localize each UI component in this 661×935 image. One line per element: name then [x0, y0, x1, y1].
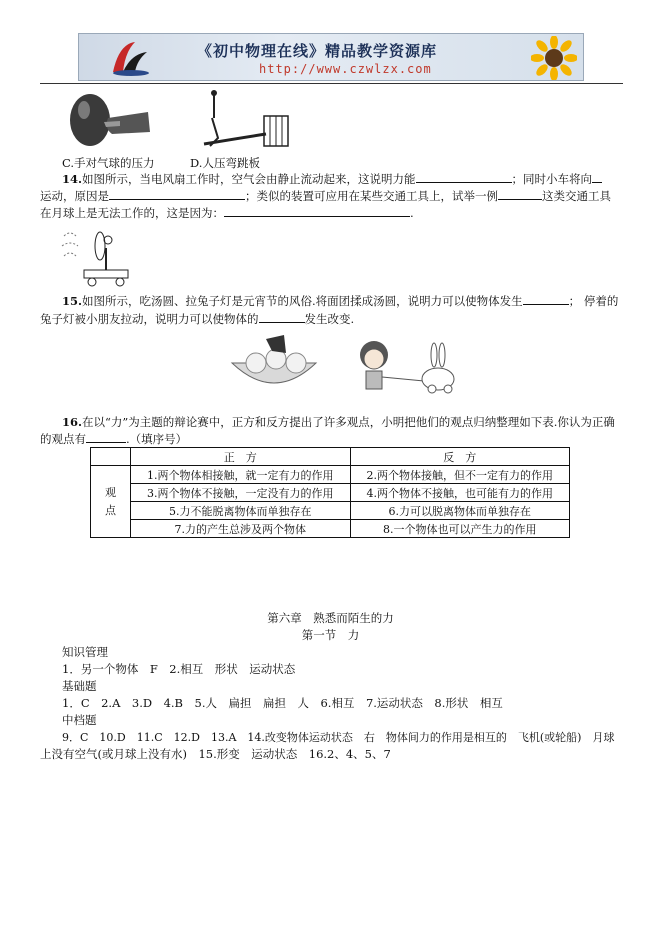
header-rule [40, 83, 623, 84]
q16-line1-text: 在以“力”为主题的辩论赛中，正方和反方提出了许多观点，小明把他们的观点归纳整理如下表.你认为正确 [82, 415, 615, 429]
table-cell-pro-3: 5.力不能脱离物体而单独存在 [131, 502, 351, 520]
table-cell-con-2: 4.两个物体不接触，也可能有力的作用 [350, 484, 570, 502]
table-cell-pro-2: 3.两个物体不接触，一定没有力的作用 [131, 484, 351, 502]
mid-answers-line1: 9．C 10.D 11.C 12.D 13.A 14.改变物体运动状态 右 物体间力的作用是相互的 飞机(或轮船) 月球 [62, 731, 615, 744]
banner-title: 《初中物理在线》精品教学资源库 [197, 42, 438, 60]
q15-line2-text-a: 兔子灯被小朋友拉动，说明力可以使物体的 [40, 312, 259, 326]
q14-line1-text-b: ；同时小车将向 [511, 172, 593, 186]
sunflower-icon [531, 36, 577, 80]
q14-line1 [62, 171, 602, 188]
q14-number: 14. [62, 172, 83, 186]
basic-heading: 基础题 [62, 679, 97, 693]
q16-line1 [62, 414, 615, 431]
banner-url: http://www.czwlzx.com [259, 62, 432, 76]
q14-line3-text-b: . [410, 206, 414, 220]
rabbit-lantern-figure [354, 335, 464, 395]
table-cell-pro-1: 1.两个物体相接触，就一定有力的作用 [131, 466, 351, 484]
table-corner-cell [91, 448, 131, 466]
section-title: 第一节 力 [301, 628, 360, 642]
knowledge-answers: 1．另一个物体 F 2.相互 形状 运动状态 [62, 662, 296, 676]
q14-line2-text-a: 运动，原因是 [40, 189, 109, 203]
q14-blank-3[interactable] [109, 188, 245, 200]
q15-line1-text-b: ； 停着的 [568, 294, 619, 308]
knowledge-heading: 知识管理 [62, 645, 108, 659]
table-row [91, 484, 570, 502]
q14-blank-5[interactable] [224, 205, 410, 217]
q14-blank-2[interactable] [592, 171, 602, 183]
basic-answers: 1．C 2.A 3.D 4.B 5.人 扁担 扁担 人 6.相互 7.运动状态 8.形状 相互 [62, 696, 503, 710]
q14-line1-text-a: 如图所示，当电风扇工作时，空气会由静止流动起来，这说明力能 [82, 172, 416, 186]
q16-line2-text-a: 的观点有 [40, 432, 86, 446]
q15-line1 [62, 293, 618, 310]
q14-line2-text-c: 这类交通工具 [542, 189, 611, 203]
q14-line2 [40, 188, 611, 205]
q16-number: 16. [62, 415, 83, 429]
table-header-row [91, 448, 570, 466]
q13-caption-d: D.人压弯跳板 [190, 156, 260, 170]
table-row-label: 观 点 [91, 466, 131, 538]
table-header-con: 反 方 [350, 448, 570, 466]
q14-line3 [40, 205, 414, 222]
balloon-press-figure [60, 88, 152, 154]
diving-board-figure [200, 88, 292, 154]
table-row [91, 502, 570, 520]
table-header-pro: 正 方 [131, 448, 351, 466]
mid-answers-line2: 上没有空气(或月球上没有水) 15.形变 运动状态 16.2、4、5、7 [40, 747, 391, 761]
viewpoints-table [90, 447, 570, 538]
q14-line3-text-a: 在月球上是无法工作的，这是因为： [40, 206, 224, 220]
site-logo-icon [109, 38, 153, 78]
q14-blank-4[interactable] [498, 188, 542, 200]
fan-cart-figure [60, 222, 132, 288]
table-row [91, 466, 570, 484]
table-row [91, 520, 570, 538]
q14-line2-text-b: ；类似的装置可应用在某些交通工具上，试举一例 [245, 189, 498, 203]
chapter-title: 第六章 熟悉而陌生的力 [267, 611, 394, 625]
tangyuan-bowl-figure [226, 333, 322, 397]
q15-number: 15. [62, 294, 83, 308]
mid-heading: 中档题 [62, 713, 97, 727]
q15-blank-1[interactable] [523, 293, 569, 305]
q16-line2-text-b: .（填序号） [126, 432, 188, 446]
table-cell-pro-4: 7.力的产生总涉及两个物体 [131, 520, 351, 538]
table-cell-con-1: 2.两个物体接触，但不一定有力的作用 [350, 466, 570, 484]
header-banner [78, 33, 584, 81]
q15-line1-text-a: 如图所示，吃汤圆、拉兔子灯是元宵节的风俗.将面团揉成汤圆，说明力可以使物体发生 [82, 294, 523, 308]
q14-blank-1[interactable] [416, 171, 512, 183]
q16-blank-1[interactable] [86, 431, 126, 443]
table-cell-con-3: 6.力可以脱离物体而单独存在 [350, 502, 570, 520]
q15-line2-text-b: 发生改变. [304, 312, 355, 326]
table-cell-con-4: 8.一个物体也可以产生力的作用 [350, 520, 570, 538]
q16-line2 [40, 431, 187, 448]
q15-blank-2[interactable] [259, 311, 305, 323]
q13-caption-c: C.手对气球的压力 [62, 156, 155, 170]
q15-line2 [40, 311, 354, 328]
